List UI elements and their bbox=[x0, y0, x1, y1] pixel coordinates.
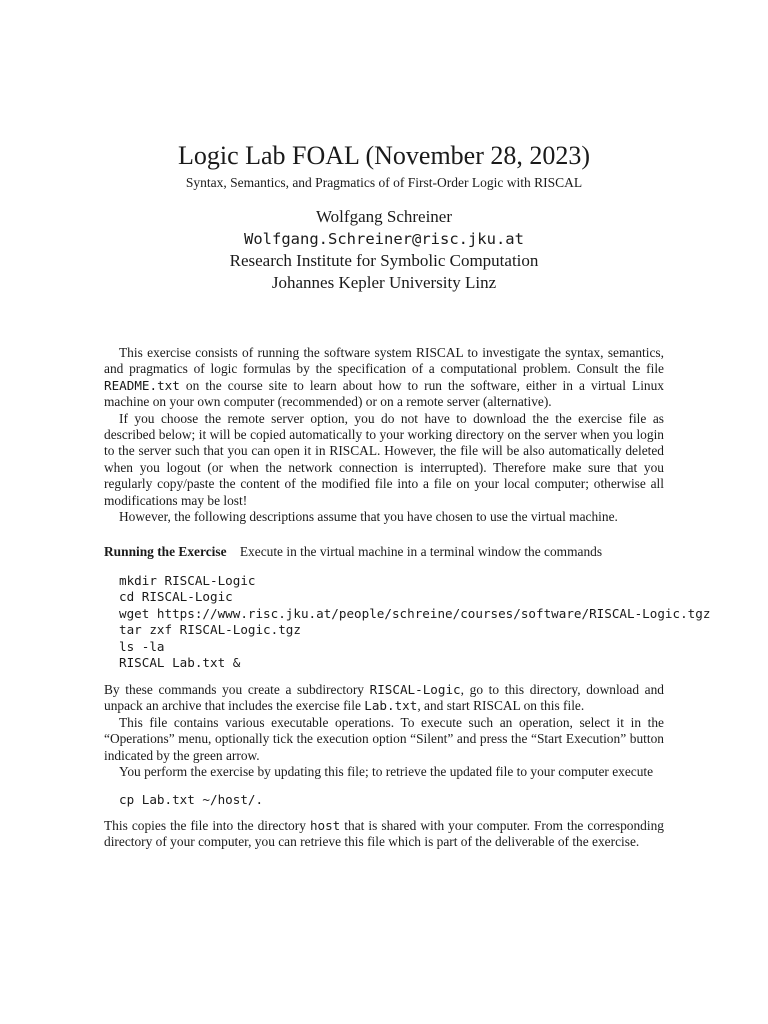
author-email: Wolfgang.Schreiner@risc.jku.at bbox=[244, 230, 524, 248]
abstract-section bbox=[104, 345, 664, 525]
author-block bbox=[0, 206, 768, 294]
abstract-paragraph-1 bbox=[104, 345, 664, 411]
final-section bbox=[104, 818, 664, 851]
final-text: This copies the file into the directory bbox=[104, 818, 310, 833]
command-line: mkdir RISCAL-Logic bbox=[119, 573, 256, 588]
command-line: RISCAL Lab.txt & bbox=[119, 655, 241, 671]
section-heading: Running the Exercise bbox=[104, 544, 227, 559]
document-subtitle: Syntax, Semantics, and Pragmatics of of First-Order Logic with RISCAL bbox=[185, 175, 583, 190]
instructions-paragraph-2: This file contains various executable operations. To execute such an operation, select it in the “Operations” menu, optionally tick the execution option “Silent” and press the “Start Execution” button indicated by the green arrow. bbox=[104, 714, 664, 763]
instructions-text: , go to this directory, download and unpack an archive that includes the exercise file bbox=[104, 682, 664, 714]
author-university: Johannes Kepler University Linz bbox=[271, 273, 497, 292]
running-intro bbox=[104, 544, 664, 560]
directory-name: RISCAL-Logic bbox=[369, 682, 461, 697]
abstract-paragraph-3: However, the following descriptions assume that you have chosen to use the virtual machine. bbox=[119, 509, 618, 525]
abstract-text: This exercise consists of running the software system RISCAL to investigate the syntax, semantics, and pragmatics of logic formulas by the specification of a computational problem. Consult the file bbox=[104, 345, 664, 377]
command-line: tar zxf RISCAL-Logic.tgz bbox=[119, 622, 301, 638]
final-text: that is shared with your computer. From the corresponding directory of your computer, you can retrieve this file which is part of the deliverable of the exercise. bbox=[104, 818, 664, 850]
command-listing bbox=[119, 573, 710, 671]
command-line: cd RISCAL-Logic bbox=[119, 589, 233, 605]
document-title: Logic Lab FOAL (November 28, 2023) bbox=[177, 141, 591, 170]
readme-filename: README.txt bbox=[104, 377, 180, 393]
abstract-text: on the course site to learn about how to run the software, either in a virtual Linux machine on your own computer (recommended) or on a remote server (alternative). bbox=[104, 377, 664, 410]
final-paragraph bbox=[104, 818, 664, 851]
abstract-paragraph-2: If you choose the remote server option, you do not have to download the the exercise file as described below; it will be copied automatically to your working directory on the server when you login to the server such that you can open it in RISCAL. However, the file will be also automatically deleted when you logout (or when the network connection is interrupted). Therefore make sure that you regularly copy/paste the content of the modified file into a file on your local computer; otherwise all modifications may be lost! bbox=[104, 410, 664, 508]
running-intro-text: Execute in the virtual machine in a terminal window the commands bbox=[239, 544, 603, 559]
author-name: Wolfgang Schreiner bbox=[316, 207, 452, 226]
copy-command: cp Lab.txt ~/host/. bbox=[119, 792, 264, 807]
running-section bbox=[104, 544, 664, 560]
command-line: wget https://www.risc.jku.at/people/schreine/courses/software/RISCAL-Logic.tgz bbox=[119, 605, 711, 621]
instructions-paragraph-3: You perform the exercise by updating this file; to retrieve the updated file to your computer execute bbox=[119, 764, 654, 780]
host-directory: host bbox=[309, 818, 341, 833]
command-line: ls -la bbox=[119, 638, 165, 654]
author-institute: Research Institute for Symbolic Computation bbox=[229, 251, 539, 270]
instructions-paragraph-1 bbox=[104, 682, 664, 715]
exercise-filename: Lab.txt bbox=[364, 698, 418, 714]
instructions-section bbox=[104, 682, 664, 780]
instructions-text: By these commands you create a subdirectory bbox=[104, 682, 370, 697]
instructions-text: , and start RISCAL on this file. bbox=[417, 698, 585, 714]
